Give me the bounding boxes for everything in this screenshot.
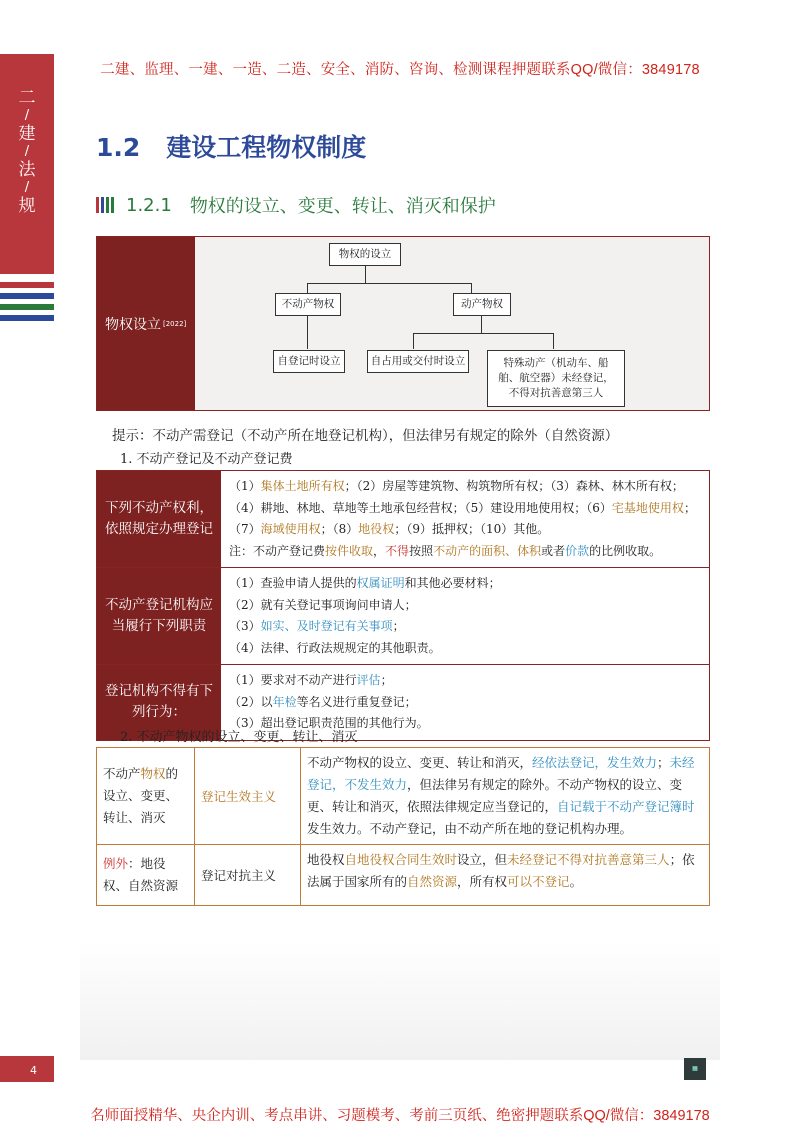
subsection-number: 1.2.1 — [126, 194, 172, 216]
emphasis-text: 物权 — [140, 766, 166, 781]
table-row — [97, 845, 709, 905]
text-run: 不动产 — [103, 766, 141, 781]
list-item — [229, 616, 701, 638]
text-run: ，所有权 — [457, 874, 508, 889]
property-setup-block — [96, 236, 710, 411]
slash-divider: / — [24, 144, 30, 159]
section-title: 建设工程物权制度 — [166, 133, 367, 162]
slash-divider: / — [24, 180, 30, 195]
list-item: （3）超出登记职责范围的其他行为。 — [229, 716, 429, 730]
text-run: 发生效力。不动产登记，由不动产所在地的登记机构办理。 — [307, 821, 633, 836]
cell-principle: 登记生效主义 — [195, 748, 301, 844]
text-run: ：地役权、自然资源 — [103, 856, 179, 893]
emphasis-text: 价款 — [565, 543, 590, 558]
text-run: 设立，但 — [457, 852, 508, 867]
text-run: ；（2）房屋等建筑物、构筑物所有权；（3）森林、林木所有权；（4）耕地、林地、草地等土地承包经营权；（5）建设用地使用权；（6） — [229, 479, 684, 515]
node-root: 物权的设立 — [329, 243, 401, 266]
emphasis-text: 例外 — [103, 856, 129, 871]
emphasis-text: 未经登记，不发生效力 — [307, 755, 695, 792]
row-content — [221, 568, 709, 664]
section-heading — [96, 128, 366, 164]
text-run: ；（9）抵押权；（10）其他。 — [394, 522, 550, 536]
cell-detail — [301, 748, 709, 844]
qr-code-icon: ▦ — [684, 1058, 706, 1080]
table-row — [97, 568, 709, 665]
list-item — [229, 670, 701, 692]
emphasis-text: 集体土地所有权 — [260, 479, 345, 493]
emphasis-text: 自然资源 — [407, 874, 458, 889]
emphasis-text: 不得 — [385, 543, 410, 558]
registration-table — [96, 470, 710, 741]
side-tab-char: 建 — [18, 124, 36, 144]
setup-label-text: 物权设立 — [105, 316, 161, 333]
table-row — [97, 471, 709, 568]
text-run: ；（8） — [320, 522, 359, 536]
text-run: 的设立、变更、转让、消灭 — [103, 766, 179, 825]
table-row — [97, 748, 709, 845]
text-run: （1）查验申请人提供的 — [229, 576, 357, 590]
emphasis-text: 自地役权合同生效时 — [344, 852, 458, 867]
section-number: 1.2 — [96, 133, 141, 162]
text-run: ； — [392, 619, 405, 633]
node-register-time: 自登记时设立 — [273, 350, 345, 373]
row-content — [221, 471, 709, 567]
node-delivery-time: 自占用或交付时设立 — [367, 350, 469, 373]
emphasis-text: 年检 — [272, 694, 297, 709]
emphasis-text: 如实、及时登记有关事项 — [260, 619, 393, 633]
setup-label — [97, 237, 195, 410]
node-special-movable: 特殊动产（机动车、船舶、航空器）未经登记，不得对抗善意第三人 — [487, 350, 625, 407]
text-run: ；（7） — [229, 500, 696, 536]
top-banner: 二建、监理、一建、一造、二造、安全、消防、咨询、检测课程押题联系QQ/微信：3849178 — [100, 62, 700, 78]
emphasis-text: 未经登记不得对抗善意第三人 — [507, 852, 670, 867]
text-run: ； — [657, 755, 670, 770]
subsection-heading — [96, 192, 496, 218]
side-tab-char: 二 — [18, 88, 36, 108]
cell-detail — [301, 845, 709, 905]
side-decor-stripes — [0, 282, 54, 326]
emphasis-text: 权属证明 — [356, 576, 405, 590]
emphasis-text: 宅基地使用权 — [611, 500, 684, 515]
subheading-property-changes: 2. 不动产物权的设立、变更、转让、消灭 — [120, 730, 358, 745]
emphasis-text: 地役权 — [358, 522, 395, 536]
list-item: （4）法律、行政法规规定的其他职责。 — [229, 640, 441, 655]
emphasis-text: 评估 — [356, 673, 381, 687]
node-immovable: 不动产物权 — [275, 293, 341, 316]
emphasis-text: 不动产的面积、体积 — [433, 543, 542, 558]
text-run: （1）要求对不动产进行 — [229, 673, 357, 687]
row-label: 下列不动产权利，依照规定办理登记 — [97, 471, 221, 567]
text-run: 按照 — [409, 543, 434, 558]
text-run: 注：不动产登记费 — [229, 543, 326, 558]
page-number: 4 — [0, 1056, 54, 1082]
text-run: ； — [380, 673, 393, 687]
subheading-registration: 1. 不动产登记及不动产登记费 — [120, 452, 293, 467]
heading-bars-icon — [96, 197, 116, 213]
subsection-title: 物权的设立、变更、转让、消灭和保护 — [189, 196, 496, 217]
side-chapter-tab — [0, 54, 54, 274]
tip-note: 提示：不动产需登记（不动产所在地登记机构），但法律另有规定的除外（自然资源） — [112, 428, 619, 444]
side-tab-char: 法 — [18, 160, 36, 180]
text-run: （3） — [229, 619, 261, 633]
slash-divider: / — [24, 108, 30, 123]
text-run: 的比例收取。 — [589, 543, 662, 558]
list-item — [229, 692, 701, 714]
emphasis-text: 按件收取 — [325, 543, 374, 558]
text-run: ，但法律另有规定的除外。不动产物权的设立、变更、转让和消灭，依照法律规定应当登记的， — [307, 777, 683, 814]
bottom-banner: 名师面授精华、央企内训、考点串讲、习题模考、考前三页纸、绝密押题联系QQ/微信：3849178 — [90, 1108, 710, 1124]
node-movable: 动产物权 — [453, 293, 511, 316]
text-run: ；依法属于国家所有的 — [307, 852, 695, 889]
text-run: 等名义进行重复登记； — [296, 694, 417, 709]
setup-flow-diagram — [195, 237, 709, 410]
emphasis-text: 自记载于不动产登记簿时 — [557, 799, 695, 814]
property-change-table — [96, 747, 710, 906]
text-run: 不动产物权的设立、变更、转让和消灭， — [307, 755, 533, 770]
text-run: 或者 — [541, 543, 566, 558]
side-tab-char: 规 — [18, 196, 36, 216]
cell-subject — [97, 748, 195, 844]
list-item: （2）就有关登记事项询问申请人； — [229, 597, 417, 612]
text-run: ， — [373, 543, 386, 558]
list-item — [229, 573, 701, 595]
row-label: 不动产登记机构应当履行下列职责 — [97, 568, 221, 664]
row-label: 登记机构不得有下列行为： — [97, 665, 221, 740]
text-run: 。 — [569, 874, 583, 889]
text-run: 和其他必要材料； — [404, 576, 501, 590]
emphasis-text: 经依法登记，发生效力 — [532, 755, 658, 770]
emphasis-text: 可以不登记 — [507, 874, 570, 889]
exam-year-tag: [2022] — [163, 319, 187, 328]
cell-principle: 登记对抗主义 — [195, 845, 301, 905]
cell-subject — [97, 845, 195, 905]
text-run: 地役权 — [307, 852, 345, 867]
text-run: （1） — [229, 479, 261, 493]
text-run: （2）以 — [229, 694, 273, 709]
fee-note — [229, 541, 701, 563]
background-building-graphic — [80, 940, 720, 1060]
emphasis-text: 海域使用权 — [260, 522, 321, 536]
